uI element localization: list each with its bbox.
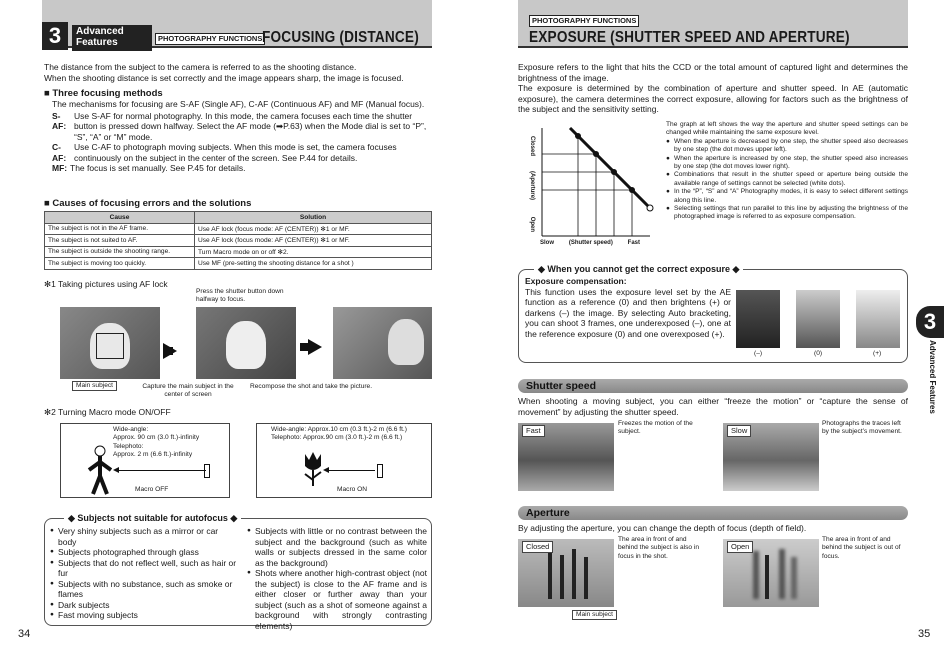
methods-heading: ■ Three focusing methods [44,88,163,99]
table-row: The subject is outside the shooting range. Turn Macro mode on or off ✻2. [45,246,432,258]
camera-icon [204,464,210,478]
table-header-solution: Solution [195,212,432,224]
macro-on-panel: Wide-angle: Approx.10 cm (0.3 ft.)-2 m (6.6 ft.) Telephoto: Approx.90 cm (3.0 ft.)-2 m (6.6 ft.) Macro ON [256,423,432,498]
closed-desc: The area in front of and behind the subject is also in focus in the shot. [618,536,700,560]
graph-y-label: Closed (Aperture) Open [529,136,535,233]
aperture-text: By adjusting the aperture, you can change the depth of focus (depth of field). [518,523,807,533]
chapter-side-label: Advanced Features [928,340,937,414]
aperture-main-subject-label: Main subject [572,610,617,620]
macro-off-label: Macro OFF [135,486,169,493]
note-af-lock: ✻1 Taking pictures using AF lock [44,279,168,289]
table-header-cause: Cause [45,212,195,224]
shutter-text: When shooting a moving subject, you can either “freeze the motion” or “capture the sense of movement” by adjusting the shutter speed. [518,396,908,417]
table-row: The subject is not suited to AF. Use AF lock (focus mode: AF (CENTER)) ✻1 or MF. [45,235,432,247]
af-photo-1 [60,307,160,379]
causes-heading: ■ Causes of focusing errors and the solutions [44,198,252,209]
right-page-title: EXPOSURE (SHUTTER SPEED AND APERTURE) [529,29,850,46]
open-label: Open [727,541,753,553]
arrow-icon [308,339,322,355]
left-page-title: FOCUSING (DISTANCE) [262,29,419,46]
right-intro: Exposure refers to the light that hits the CCD or the total amount of captured light and determines the brightness of the image. The exposure is determined by the combination of aperture and shutter speed. In AE (automatic exposure), the camera determines the correct exposure, allowing for factors such as the brightness of the subject and the sensitivity setting. [518,62,908,114]
left-section-tag: PHOTOGRAPHY FUNCTIONS [155,33,265,45]
unsuited-list-left: ● Very shiny subjects such as a mirror or car body ● Subjects photographed through glass ● Subjects that do not reflect well, such as hair or fur ● Subjects with no substance, such as smoke or flames ● Dark subjects ● Fast moving subjects [50,526,238,621]
graph-x-label: Slow (Shutter speed) Fast [540,240,640,246]
ev-zero-photo [796,290,840,348]
chapter-title: Advanced Features [72,25,152,51]
page-number-right: 35 [918,628,931,640]
macro-off-panel: Wide-angle: Approx. 90 cm (3.0 ft.)-infinity Telephoto: Approx. 2 m (6.6 ft.)-infinity Macro OFF [60,423,230,498]
fast-label: Fast [522,425,545,437]
ev-minus-photo [736,290,780,348]
ev-label-plus: (+) [873,350,882,357]
open-desc: The area in front of and behind the subject is out of focus. [822,536,901,560]
aperture-heading: Aperture [518,506,908,520]
exposure-graph [528,124,663,254]
page-number-left: 34 [18,628,31,640]
slow-label: Slow [727,425,751,437]
note-macro: ✻2 Turning Macro mode ON/OFF [44,407,171,417]
comp-text: Exposure compensation: This function uses the exposure level set by the AE function as a reference (0) and then brightens (+) or darkens (–) the image. By selecting Auto bracketing, you can shoot 3 frames, one underexposed (–), one at the reference exposure (0) and one overexposed (+). [525,276,731,339]
shutter-heading: Shutter speed [518,379,908,393]
ev-label-zero: (0) [814,350,823,357]
af-photo-2 [196,307,296,379]
chapter-number: 3 [42,22,68,50]
left-intro: The distance from the subject to the camera is referred to as the shooting distance. When the shooting distance is set correctly and the image appears sharp, the image is focused. [44,62,404,83]
macro-on-label: Macro ON [337,486,368,493]
graph-notes: The graph at left shows the way the aperture and shutter speed settings can be changed while maintaining the same exposure level. ● When the aperture is decreased by one step, the shutter speed also decreases by one step (the dot moves upper left). ● When the aperture is increased by one step, the shutter speed also increases by one step (the dot moves lower right). ● Combinations that result in the shutter speed or aperture being outside the available range of settings cannot be selected (white dots). ● In the “P”, “S” and “A” Photography modes, it is easy to select different settings along this line. ● Selecting settings that run parallel to this line by adjusting the brightness of the photographed image is referred to as exposure compensation. [666,121,908,222]
main-subject-label: Main subject [72,381,117,391]
table-row: The subject is moving too quickly. Use MF (pre-setting the shooting distance for a shot ) [45,258,432,270]
ev-label-minus: (–) [754,350,763,357]
capture-caption: Capture the main subject in the center of screen [142,383,234,399]
person-icon [85,444,115,496]
tulip-icon [301,450,325,486]
recompose-caption: Recompose the shot and take the picture. [250,383,373,390]
table-row: The subject is not in the AF frame. Use AF lock (focus mode: AF (CENTER)) ✻1 or MF. [45,223,432,235]
unsuited-list-right: ● Subjects with little or no contrast between the subject and the background (such as white walls or subjects dressed in the same color as the background) ● Shots where another high-contrast object (not the subject) is close to the AF frame and is either closer or further away than your subject (such as a shot of someone against a background with strongly contrasting elements) [247,526,427,631]
af-photo-3 [333,307,432,379]
methods-text: The mechanisms for focusing are S-AF (Single AF), C-AF (Continuous AF) and MF (Manual focus). S-AF: Use S-AF for normal photography. In this mode, the camera focuses each time the shutter button is pressed down halfway. Select the AF mode (➡P.63) when the Mode dial is set to “P”, “S”, “A” or “M” mode. C-AF: Use C-AF to photograph moving subjects. When this mode is set, the camera focuses continuously on the subject in the center of the screen. See P.44 for details. MF: The focus is set manually. See P.45 for details. [52,99,427,173]
right-section-tag: PHOTOGRAPHY FUNCTIONS [529,15,639,27]
cannot-expose-heading: ◆ When you cannot get the correct exposure ◆ [534,263,743,275]
closed-label: Closed [522,541,553,553]
fast-desc: Freezes the motion of the subject. [618,420,693,436]
causes-table [44,211,432,270]
chapter-side-tab: 3 [916,306,944,338]
slow-desc: Photographs the traces left by the subject’s movement. [822,420,902,436]
unsuited-heading: ◆ Subjects not suitable for autofocus ◆ [64,512,241,524]
camera-icon [377,464,383,478]
ev-plus-photo [856,290,900,348]
press-half-caption: Press the shutter button down halfway to focus. [196,288,284,304]
